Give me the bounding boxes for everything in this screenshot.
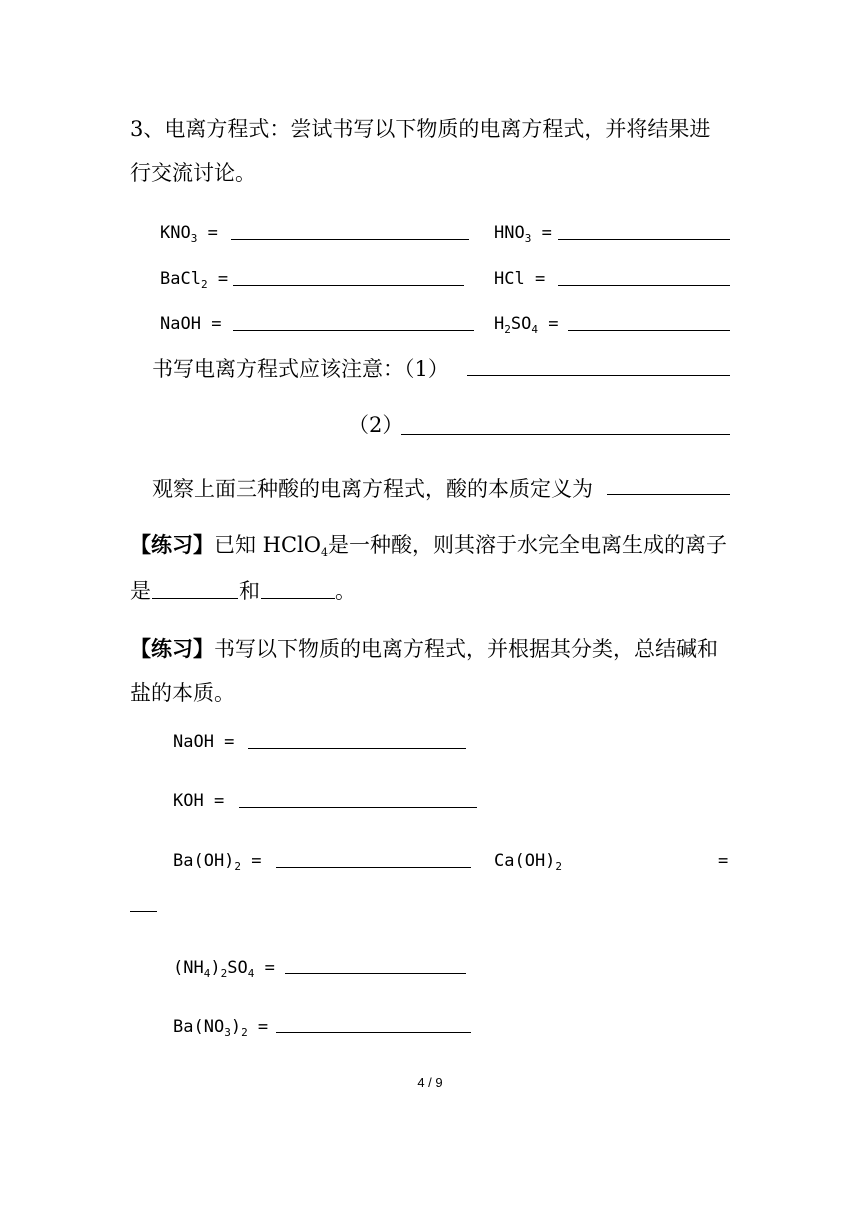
eq-naoh-label: NaOH = <box>160 314 222 334</box>
blank-acid-definition[interactable] <box>607 494 730 495</box>
eq-h2so4-label: $H_2SO_4$ = <box>494 314 559 336</box>
eq2-naoh-label: NaOH = <box>173 732 235 752</box>
exercise1-tag: 【练习】 <box>130 532 214 557</box>
blank-ion-2[interactable] <box>261 598 335 599</box>
blank-ion-1[interactable] <box>152 598 238 599</box>
acid-definition-text: 观察上面三种酸的电离方程式，酸的本质定义为 <box>152 477 593 501</box>
blank2-koh[interactable] <box>239 807 477 808</box>
blank2-caoh2[interactable] <box>130 911 157 912</box>
blank-hno3[interactable] <box>558 239 730 240</box>
section3-line2: 行交流讨论。 <box>130 161 256 185</box>
blank2-nh4so4[interactable] <box>285 973 466 974</box>
exercise2-line2: 盐的本质。 <box>130 681 235 705</box>
notes-label: 书写电离方程式应该注意：（1） <box>152 357 449 381</box>
blank-h2so4[interactable] <box>568 330 730 331</box>
blank-note-2[interactable] <box>401 434 730 435</box>
exercise2-tag: 【练习】 <box>130 636 214 661</box>
blank2-bano3[interactable] <box>276 1032 471 1033</box>
blank-naoh[interactable] <box>233 330 474 331</box>
eq-kno3-label: $KNO_3$ = <box>160 223 218 245</box>
eq2-koh-label: KOH = <box>173 791 225 811</box>
exercise1-line2-a: 是 <box>130 579 151 603</box>
eq-hcl-label: HCl = <box>494 269 546 289</box>
blank-hcl[interactable] <box>558 285 730 286</box>
blank2-baoh2[interactable] <box>276 867 471 868</box>
section3-line1: 3、电离方程式：尝试书写以下物质的电离方程式，并将结果进 <box>130 117 711 141</box>
eq2-baoh2-label: $Ba(OH)_2$ = <box>173 851 262 873</box>
exercise1-line2-b: 和 <box>239 579 260 603</box>
blank2-naoh[interactable] <box>248 748 466 749</box>
eq2-caoh2-label: $Ca(OH)_2$ <box>494 851 563 873</box>
page-number: 4 / 9 <box>417 1075 443 1090</box>
exercise1-line1: 【练习】已知 HClO$_4$是一种酸，则其溶于水完全电离生成的离子 <box>130 532 727 559</box>
blank-kno3[interactable] <box>231 239 469 240</box>
eq2-bano3-label: $Ba(NO_3)_2$ = <box>173 1017 269 1039</box>
blank-note-1[interactable] <box>467 375 730 376</box>
blank-bacl2[interactable] <box>233 285 464 286</box>
exercise1-line2-c: 。 <box>335 579 356 603</box>
exercise2-line1: 【练习】书写以下物质的电离方程式，并根据其分类，总结碱和 <box>130 636 718 661</box>
eq-hno3-label: $HNO_3$ = <box>494 223 552 245</box>
eq2-nh4so4-label: $(NH_4)_2SO_4$ = <box>173 958 275 980</box>
eq-bacl2-label: BaCl$_2$ = <box>160 269 229 291</box>
notes-item-2: （2） <box>348 413 404 437</box>
eq2-caoh2-equals: = <box>718 851 729 871</box>
